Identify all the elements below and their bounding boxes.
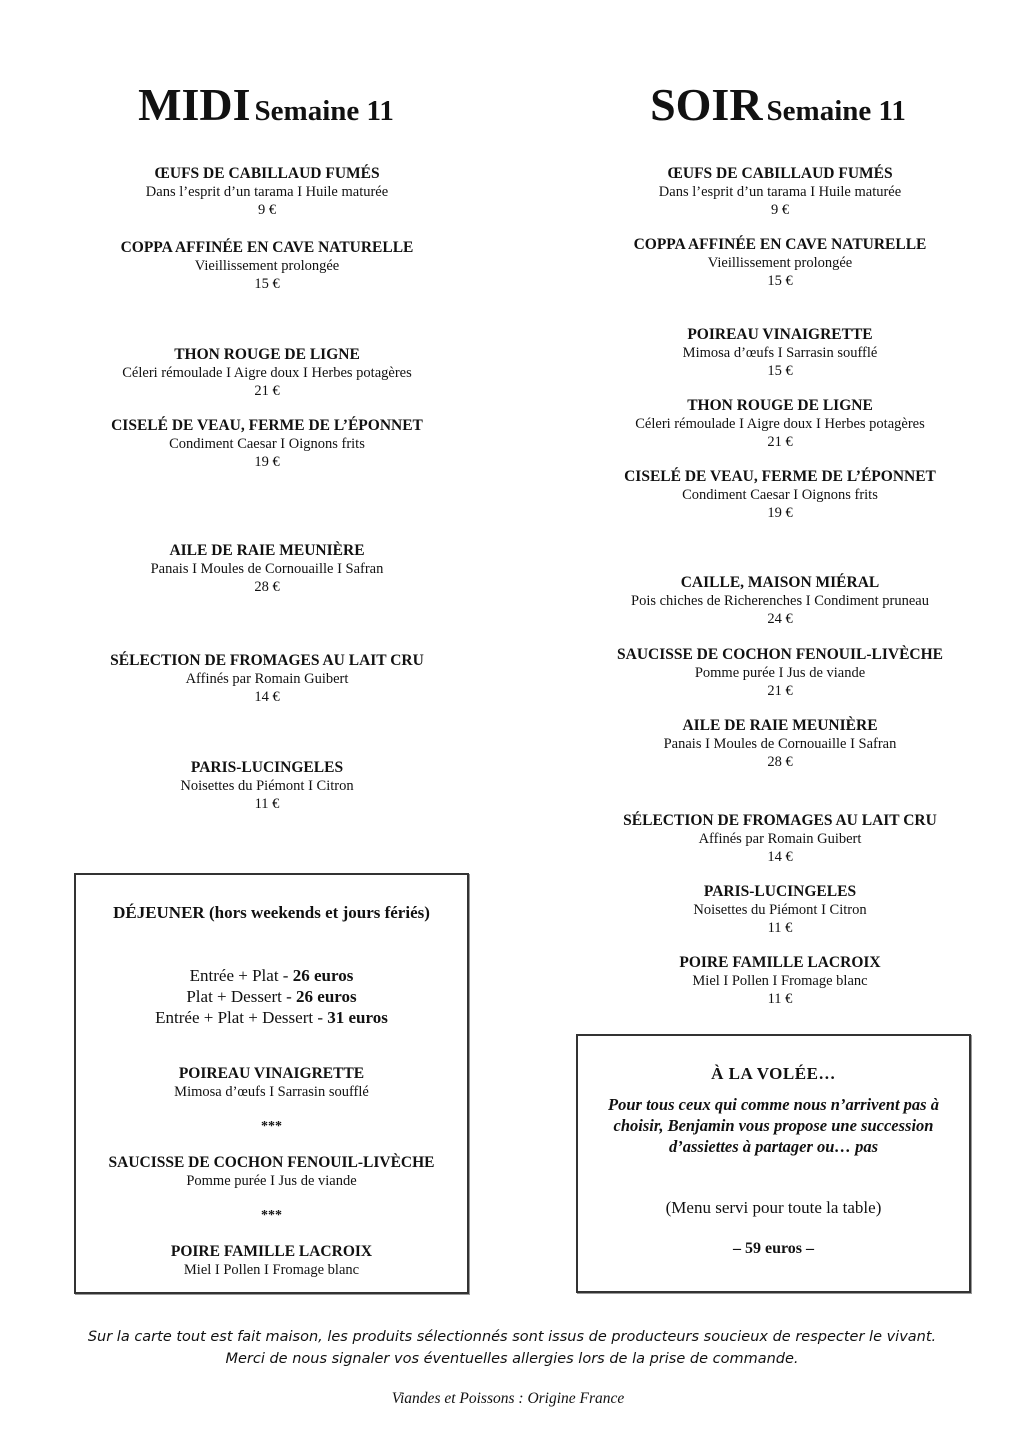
separator: *** <box>261 1208 282 1223</box>
volee-price: – 59 euros – <box>732 1240 815 1257</box>
dish-desc: Vieillissement prolongée <box>194 258 340 274</box>
dejeuner-box <box>74 873 469 1294</box>
midi-dish <box>47 239 487 293</box>
midi-title: MIDI Semaine 11 <box>138 79 394 130</box>
dish-desc: Affinés par Romain Guibert <box>698 831 862 847</box>
midi-dish <box>47 165 487 219</box>
dish-desc: Noisettes du Piémont I Citron <box>693 902 867 918</box>
soir-dish <box>560 574 1000 628</box>
dish-name: CISELÉ DE VEAU, FERME DE L’ÉPONNET <box>111 417 423 434</box>
dish-price: 15 € <box>767 273 793 289</box>
dish-desc: Pois chiches de Richerenches I Condiment pruneau <box>631 593 929 609</box>
dish-price: 9 € <box>770 202 790 218</box>
dish-desc: Panais I Moules de Cornouaille I Safran <box>150 561 384 577</box>
dish-name: COPPA AFFINÉE EN CAVE NATURELLE <box>633 236 927 253</box>
dish-price: 28 € <box>767 754 793 770</box>
formula: Plat + Dessert - 26 euros <box>186 987 357 1006</box>
dish-name: CAILLE, MAISON MIÉRAL <box>680 574 880 591</box>
dejeuner-title: DÉJEUNER (hors weekends et jours fériés) <box>113 903 430 922</box>
dish-name: SAUCISSE DE COCHON FENOUIL-LIVÈCHE <box>617 646 943 663</box>
dish-desc: Céleri rémoulade I Aigre doux I Herbes potagères <box>635 416 925 432</box>
footer-note: Sur la carte tout est fait maison, les produits sélectionnés sont issus de producteurs soucieux de respecter le vivant. <box>87 1329 937 1345</box>
dish-name: AILE DE RAIE MEUNIÈRE <box>169 542 365 559</box>
soir-dish <box>560 883 1000 937</box>
footer-origin: Viandes et Poissons : Origine France <box>391 1390 625 1407</box>
dejeuner-dish: SAUCISSE DE COCHON FENOUIL-LIVÈCHE Pomme purée I Jus de viande <box>108 1154 435 1189</box>
dish-desc: Pomme purée I Jus de viande <box>694 665 866 681</box>
dish-name: POIRE FAMILLE LACROIX <box>679 954 881 971</box>
dish-price: 21 € <box>767 434 793 450</box>
footer-allergies: Merci de nous signaler vos éventuelles allergies lors de la prise de commande. <box>225 1351 799 1367</box>
midi-dish <box>47 652 487 706</box>
soir-dish <box>560 812 1000 866</box>
dish-name: ŒUFS DE CABILLAUD FUMÉS <box>667 165 893 182</box>
dish-name: PARIS-LUCINGELES <box>703 883 857 900</box>
dish-desc: Panais I Moules de Cornouaille I Safran <box>663 736 897 752</box>
dish-price: 15 € <box>254 276 280 292</box>
dish-desc: Vieillissement prolongée <box>707 255 853 271</box>
volee-subtitle: (Menu servi pour toute la table) <box>665 1198 882 1217</box>
dish-price: 11 € <box>767 991 793 1007</box>
dish-price: 14 € <box>254 689 280 705</box>
soir-dish <box>560 397 1000 451</box>
dish-desc: Céleri rémoulade I Aigre doux I Herbes potagères <box>122 365 412 381</box>
dish-name: ŒUFS DE CABILLAUD FUMÉS <box>154 165 380 182</box>
dish-desc: Dans l’esprit d’un tarama I Huile maturée <box>145 184 389 200</box>
dish-price: 11 € <box>254 796 280 812</box>
dish-desc: Condiment Caesar I Oignons frits <box>169 436 365 452</box>
volee-box <box>576 1034 971 1293</box>
dish-price: 21 € <box>254 383 280 399</box>
soir-dish <box>560 646 1000 700</box>
dish-price: 11 € <box>767 920 793 936</box>
soir-dish <box>560 468 1000 522</box>
dish-price: 19 € <box>767 505 793 521</box>
soir-dish <box>560 236 1000 290</box>
dish-price: 28 € <box>254 579 280 595</box>
soir-dish <box>560 954 1000 1008</box>
dish-name: THON ROUGE DE LIGNE <box>687 397 873 414</box>
soir-dish <box>560 165 1000 219</box>
dish-name: PARIS-LUCINGELES <box>190 759 344 776</box>
dish-desc: Miel I Pollen I Fromage blanc <box>692 973 868 989</box>
dish-price: 19 € <box>254 454 280 470</box>
dish-desc: Mimosa d’œufs I Sarrasin soufflé <box>682 345 878 361</box>
dish-name: COPPA AFFINÉE EN CAVE NATURELLE <box>120 239 414 256</box>
dish-name: THON ROUGE DE LIGNE <box>174 346 360 363</box>
dish-name: POIREAU VINAIGRETTE <box>687 326 873 343</box>
dish-price: 9 € <box>257 202 277 218</box>
dish-price: 21 € <box>767 683 793 699</box>
dish-name: AILE DE RAIE MEUNIÈRE <box>682 717 878 734</box>
midi-dish <box>47 346 487 400</box>
dejeuner-dish: POIRE FAMILLE LACROIX Miel I Pollen I Fromage blanc <box>170 1243 373 1278</box>
dish-desc: Affinés par Romain Guibert <box>185 671 349 687</box>
volee-title: À LA VOLÉE… <box>711 1064 836 1083</box>
soir-title: SOIR Semaine 11 <box>650 79 906 130</box>
dejeuner-formulas <box>76 965 467 1028</box>
dish-name: CISELÉ DE VEAU, FERME DE L’ÉPONNET <box>624 468 936 485</box>
dish-desc: Condiment Caesar I Oignons frits <box>682 487 878 503</box>
volee-text: Pour tous ceux qui comme nous n’arrivent pas à choisir, Benjamin vous propose une succession d’assiettes à partager ou… pas <box>608 1095 939 1156</box>
soir-dish <box>560 326 1000 380</box>
dish-name: SÉLECTION DE FROMAGES AU LAIT CRU <box>110 652 424 669</box>
midi-dish <box>47 417 487 471</box>
midi-dish <box>47 542 487 596</box>
dish-price: 15 € <box>767 363 793 379</box>
dish-price: 14 € <box>767 849 793 865</box>
dish-desc: Noisettes du Piémont I Citron <box>180 778 354 794</box>
formula: Entrée + Plat + Dessert - 31 euros <box>155 1008 388 1027</box>
dish-price: 24 € <box>767 611 793 627</box>
dish-name: SÉLECTION DE FROMAGES AU LAIT CRU <box>623 812 937 829</box>
separator: *** <box>261 1119 282 1134</box>
formula: Entrée + Plat - 26 euros <box>189 966 354 985</box>
dish-desc: Dans l’esprit d’un tarama I Huile maturée <box>658 184 902 200</box>
dejeuner-dish: POIREAU VINAIGRETTE Mimosa d’œufs I Sarrasin soufflé <box>174 1065 369 1100</box>
soir-dish <box>560 717 1000 771</box>
midi-dish <box>47 759 487 813</box>
